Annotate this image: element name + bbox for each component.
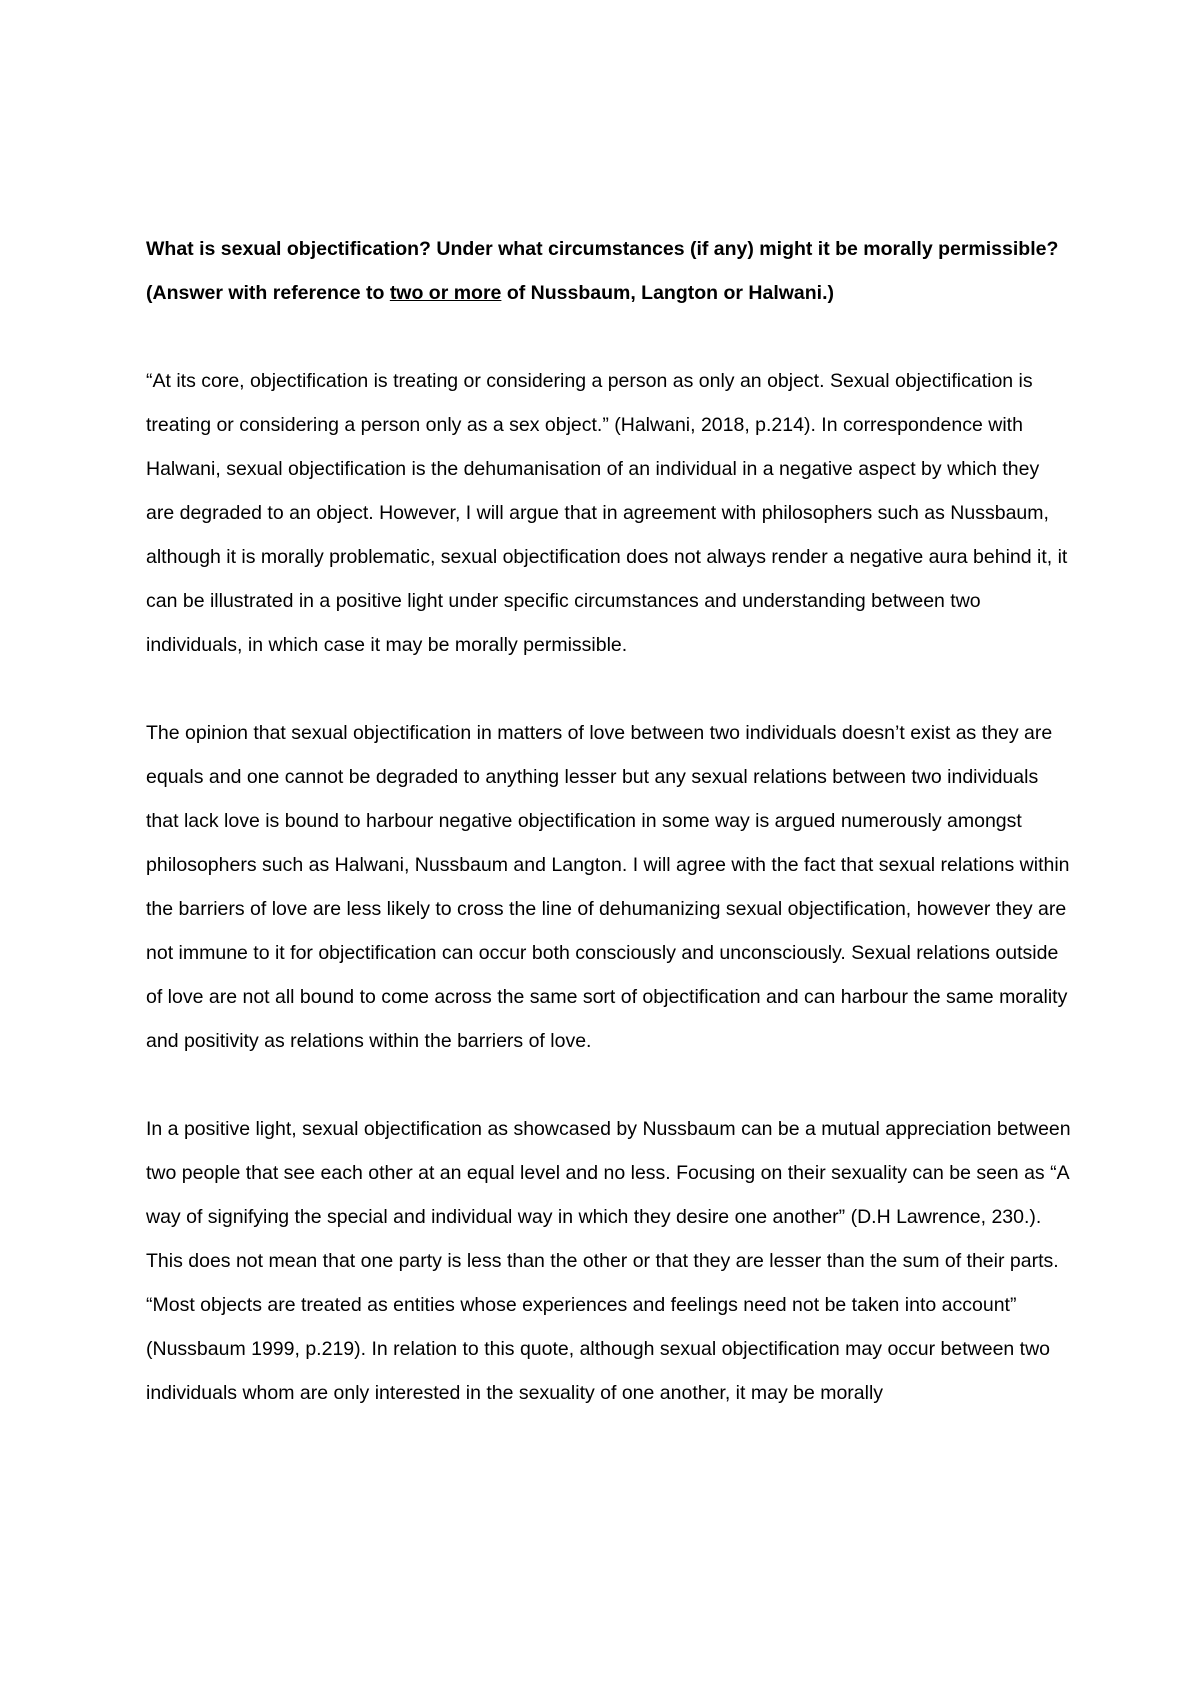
question-underlined-text: two or more xyxy=(389,282,502,304)
essay-question xyxy=(146,227,1071,315)
paragraph-introduction: “At its core, objectification is treating or considering a person as only an object. Sexual objectification is treating or considering a person only as a sex object.” (Halwani, 2018, p.214). In correspondence with Halwani, sexual objectification is the dehumanisation of an individual in a negative aspect by which they are degraded to an object. However, I will argue that in agreement with philosophers such as Nussbaum, although it is morally problematic, sexual objectification does not always render a negative aura behind it, it can be illustrated in a positive light under specific circumstances and understanding between two individuals, in which case it may be morally permissible. xyxy=(146,370,1068,656)
paragraph-positive-light: In a positive light, sexual objectification as showcased by Nussbaum can be a mutual appreciation between two people that see each other at an equal level and no less. Focusing on their sexuality can be seen as “A way of signifying the special and individual way in which they desire one another” (D.H Lawrence, 230.). This does not mean that one party is less than the other or that they are lesser than the sum of their parts. “Most objects are treated as entities whose experiences and feelings need not be taken into account” (Nussbaum 1999, p.219). In relation to this quote, although sexual objectification may occur between two individuals whom are only interested in the sexuality of one another, it may be morally xyxy=(146,1118,1071,1404)
question-text-end: of Nussbaum, Langton or Halwani.) xyxy=(501,282,835,304)
question-text-start: What is sexual objectification? Under what circumstances (if any) might it be morally permissible? (Answer with reference to xyxy=(146,238,1059,304)
paragraph-love-and-objectification: The opinion that sexual objectification in matters of love between two individuals doesn’t exist as they are equals and one cannot be degraded to anything lesser but any sexual relations between two individuals that lack love is bound to harbour negative objectification in some way is argued numerously amongst philosophers such as Halwani, Nussbaum and Langton. I will agree with the fact that sexual relations within the barriers of love are less likely to cross the line of dehumanizing sexual objectification, however they are not immune to it for objectification can occur both consciously and unconsciously. Sexual relations outside of love are not all bound to come across the same sort of objectification and can harbour the same morality and positivity as relations within the barriers of love. xyxy=(146,722,1070,1052)
document-body xyxy=(146,227,1071,1415)
